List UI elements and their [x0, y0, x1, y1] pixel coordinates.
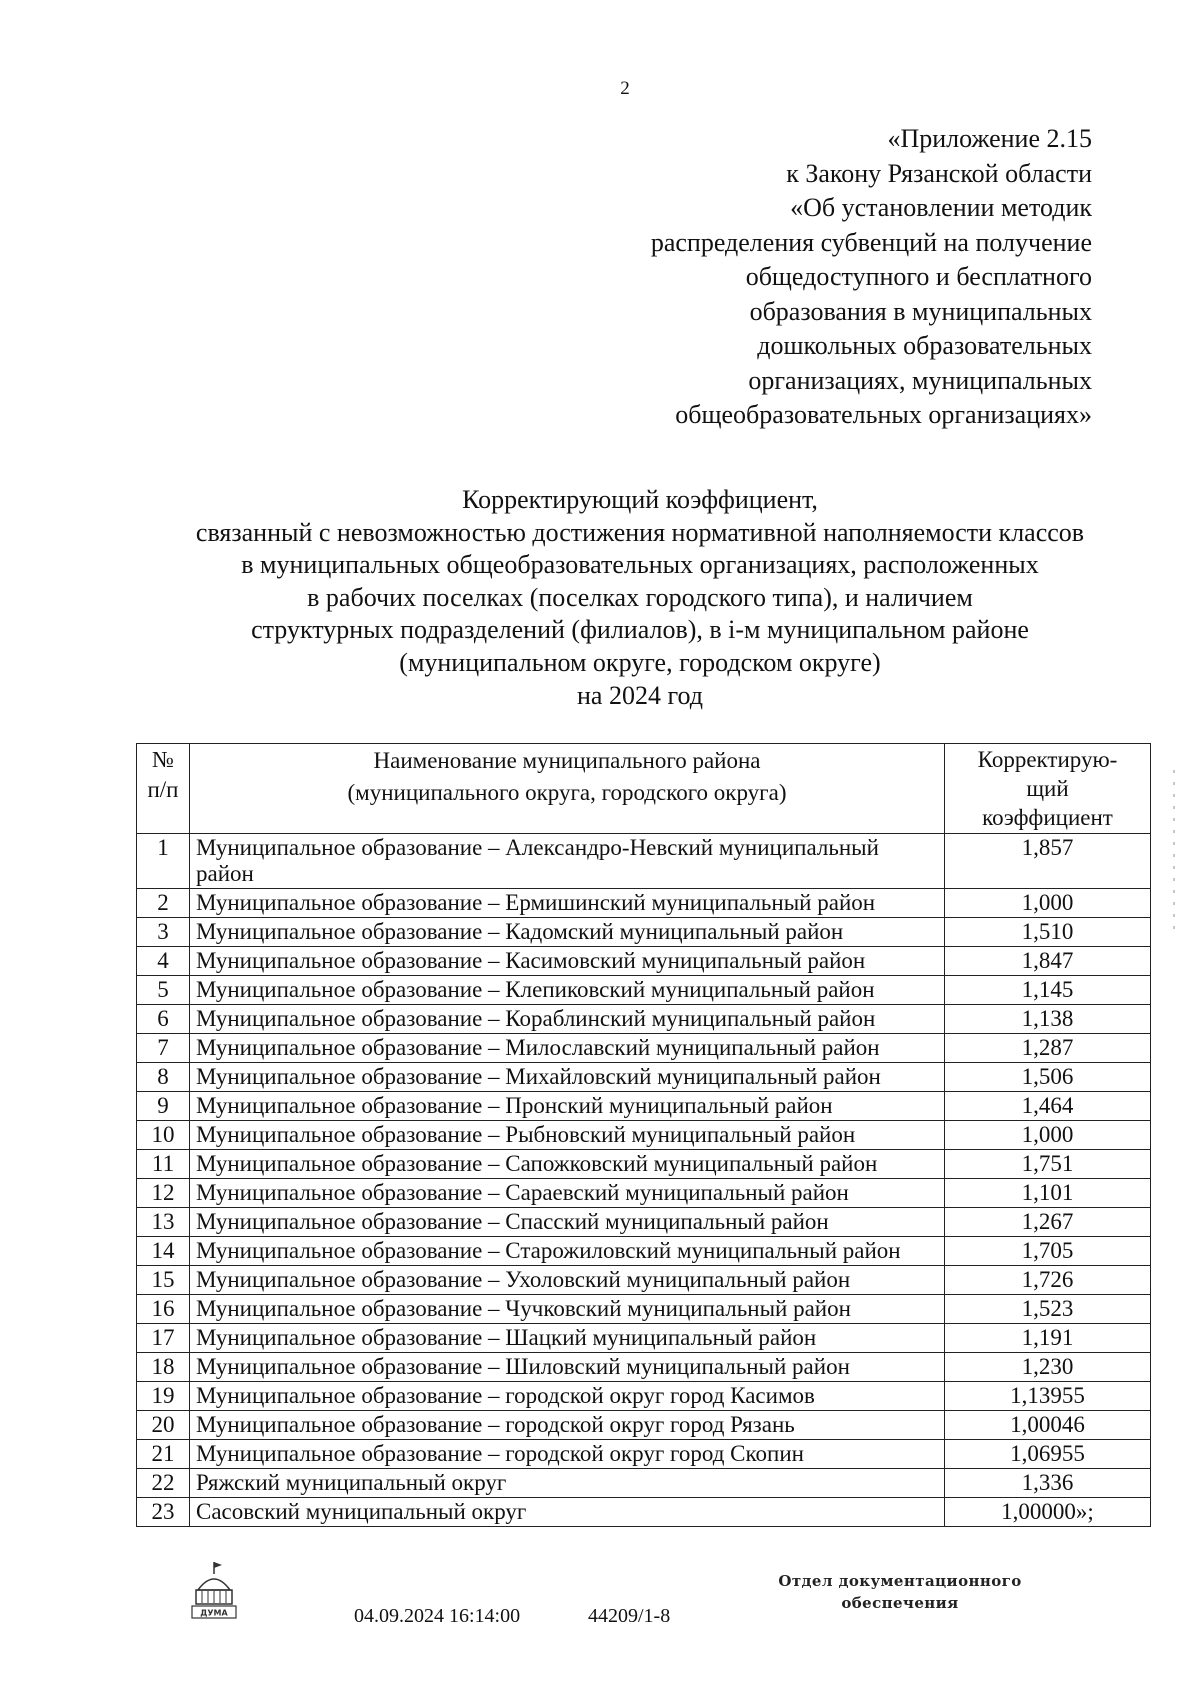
table-header-row — [137, 744, 1151, 834]
row-number: 9 — [137, 1092, 190, 1121]
row-name: Муниципальное образование – Клепиковский муниципальный район — [190, 976, 945, 1005]
appendix-header — [452, 122, 1092, 433]
header-number-line: № — [152, 747, 174, 772]
table-row — [137, 1092, 1151, 1121]
row-number: 10 — [137, 1121, 190, 1150]
row-number: 3 — [137, 918, 190, 947]
row-name: Муниципальное образование – Шиловский муниципальный район — [190, 1353, 945, 1382]
row-coefficient: 1,523 — [945, 1295, 1151, 1324]
header-coefficient-line: щий — [1026, 776, 1069, 801]
table-row — [137, 1150, 1151, 1179]
duma-seal-label: ДУМА — [200, 1608, 228, 1618]
row-name: Муниципальное образование – Старожиловский муниципальный район — [190, 1237, 945, 1266]
row-number: 16 — [137, 1295, 190, 1324]
row-name: Муниципальное образование – Милославский муниципальный район — [190, 1034, 945, 1063]
table-row — [137, 918, 1151, 947]
row-name: Муниципальное образование – городской округ город Рязань — [190, 1411, 945, 1440]
table-row — [137, 1411, 1151, 1440]
table-row — [137, 1208, 1151, 1237]
table-row — [137, 1469, 1151, 1498]
row-name: Ряжский муниципальный округ — [190, 1469, 945, 1498]
row-name: Муниципальное образование – Касимовский муниципальный район — [190, 947, 945, 976]
appendix-line: дошкольных образовательных — [757, 331, 1092, 360]
table-row — [137, 1266, 1151, 1295]
row-number: 23 — [137, 1498, 190, 1527]
header-number-line: п/п — [147, 777, 179, 802]
row-coefficient: 1,506 — [945, 1063, 1151, 1092]
row-name: Сасовский муниципальный округ — [190, 1498, 945, 1527]
row-name: Муниципальное образование – Рыбновский муниципальный район — [190, 1121, 945, 1150]
row-number: 7 — [137, 1034, 190, 1063]
table-row — [137, 1382, 1151, 1411]
table-row — [137, 1179, 1151, 1208]
row-coefficient: 1,857 — [945, 834, 1151, 889]
row-coefficient: 1,267 — [945, 1208, 1151, 1237]
appendix-line: образования в муниципальных — [749, 296, 1092, 326]
row-number: 2 — [137, 889, 190, 918]
header-coefficient-line: Корректирую- — [977, 747, 1118, 772]
appendix-line: общеобразовательных организациях» — [675, 400, 1092, 429]
table-row — [137, 1295, 1151, 1324]
row-number: 22 — [137, 1469, 190, 1498]
title-line: в муниципальных общеобразовательных организациях, расположенных — [241, 550, 1039, 580]
header-coefficient-line: коэффициент — [982, 805, 1113, 830]
table-row — [137, 947, 1151, 976]
row-number: 15 — [137, 1266, 190, 1295]
row-name: Муниципальное образование – Ухоловский муниципальный район — [190, 1266, 945, 1295]
row-name: Муниципальное образование – Спасский муниципальный район — [190, 1208, 945, 1237]
row-number: 4 — [137, 947, 190, 976]
row-coefficient: 1,287 — [945, 1034, 1151, 1063]
row-name: Муниципальное образование – Александро-Невский муниципальный район — [190, 834, 945, 889]
row-number: 8 — [137, 1063, 190, 1092]
row-name: Муниципальное образование – Сараевский муниципальный район — [190, 1179, 945, 1208]
header-coefficient — [945, 744, 1151, 834]
header-name — [190, 744, 945, 834]
row-name: Муниципальное образование – Михайловский муниципальный район — [190, 1063, 945, 1092]
row-coefficient: 1,138 — [945, 1005, 1151, 1034]
row-number: 19 — [137, 1382, 190, 1411]
row-number: 12 — [137, 1179, 190, 1208]
title-line: в рабочих поселках (поселках городского типа), и наличием — [307, 582, 973, 612]
appendix-line: распределения субвенций на получение — [650, 227, 1092, 257]
row-number: 21 — [137, 1440, 190, 1469]
registration-number: 44209/1-8 — [588, 1605, 671, 1627]
table-row — [137, 1440, 1151, 1469]
registration-datetime: 04.09.2024 16:14:00 — [354, 1605, 521, 1627]
appendix-line: общедоступного и бесплатного — [745, 262, 1092, 291]
row-coefficient: 1,101 — [945, 1179, 1151, 1208]
title-line: связанный с невозможностью достижения нормативной наполняемости классов — [195, 517, 1085, 547]
table-row — [137, 1121, 1151, 1150]
row-number: 13 — [137, 1208, 190, 1237]
table-row — [137, 1353, 1151, 1382]
duma-seal-icon — [188, 1560, 240, 1620]
page-number: 2 — [620, 78, 630, 99]
department-stamp-line: обеспечения — [841, 1594, 959, 1612]
row-coefficient: 1,726 — [945, 1266, 1151, 1295]
row-number: 17 — [137, 1324, 190, 1353]
appendix-line: «Приложение 2.15 — [887, 124, 1092, 153]
title-line: (муниципальном округе, городском округе) — [399, 647, 881, 677]
row-coefficient: 1,00000»; — [945, 1498, 1151, 1527]
row-name: Муниципальное образование – городской округ город Касимов — [190, 1382, 945, 1411]
row-coefficient: 1,510 — [945, 918, 1151, 947]
table-row — [137, 834, 1151, 889]
table-row — [137, 1063, 1151, 1092]
header-number — [137, 744, 190, 834]
title-line: Корректирующий коэффициент, — [462, 485, 818, 514]
row-name: Муниципальное образование – Кораблинский муниципальный район — [190, 1005, 945, 1034]
row-number: 14 — [137, 1237, 190, 1266]
row-coefficient: 1,705 — [945, 1237, 1151, 1266]
row-coefficient: 1,13955 — [945, 1382, 1151, 1411]
title-line: на 2024 год — [577, 680, 703, 710]
row-coefficient: 1,847 — [945, 947, 1151, 976]
row-number: 6 — [137, 1005, 190, 1034]
appendix-line: к Закону Рязанской области — [786, 158, 1092, 188]
department-stamp — [755, 1570, 1045, 1614]
table-row — [137, 1005, 1151, 1034]
department-stamp-line: Отдел документационного — [778, 1572, 1022, 1590]
appendix-line: организациях, муниципальных — [748, 365, 1092, 395]
row-coefficient: 1,145 — [945, 976, 1151, 1005]
scan-margin-dashes — [1170, 770, 1178, 930]
row-name: Муниципальное образование – Сапожковский муниципальный район — [190, 1150, 945, 1179]
row-name: Муниципальное образование – городской округ город Скопин — [190, 1440, 945, 1469]
row-coefficient: 1,336 — [945, 1469, 1151, 1498]
header-name-line: (муниципального округа, городского округа) — [347, 780, 787, 805]
row-name: Муниципальное образование – Чучковский муниципальный район — [190, 1295, 945, 1324]
row-coefficient: 1,000 — [945, 1121, 1151, 1150]
table-row — [137, 889, 1151, 918]
table-row — [137, 1237, 1151, 1266]
appendix-line: «Об установлении методик — [790, 193, 1092, 222]
document-title — [150, 484, 1130, 712]
row-number: 1 — [137, 834, 190, 889]
row-number: 5 — [137, 976, 190, 1005]
row-name: Муниципальное образование – Ермишинский муниципальный район — [190, 889, 945, 918]
row-coefficient: 1,464 — [945, 1092, 1151, 1121]
row-number: 11 — [137, 1150, 190, 1179]
title-line: структурных подразделений (филиалов), в i-м муниципальном районе — [251, 615, 1029, 645]
row-number: 18 — [137, 1353, 190, 1382]
table-row — [137, 1498, 1151, 1527]
row-coefficient: 1,751 — [945, 1150, 1151, 1179]
row-number: 20 — [137, 1411, 190, 1440]
row-name: Муниципальное образование – Шацкий муниципальный район — [190, 1324, 945, 1353]
row-coefficient: 1,230 — [945, 1353, 1151, 1382]
table-row — [137, 1034, 1151, 1063]
table-row — [137, 976, 1151, 1005]
row-coefficient: 1,000 — [945, 889, 1151, 918]
row-coefficient: 1,191 — [945, 1324, 1151, 1353]
row-coefficient: 1,06955 — [945, 1440, 1151, 1469]
row-coefficient: 1,00046 — [945, 1411, 1151, 1440]
header-name-line: Наименование муниципального района — [373, 748, 761, 773]
table-row — [137, 1324, 1151, 1353]
row-name: Муниципальное образование – Пронский муниципальный район — [190, 1092, 945, 1121]
row-name: Муниципальное образование – Кадомский муниципальный район — [190, 918, 945, 947]
coefficient-table — [136, 743, 1151, 1527]
